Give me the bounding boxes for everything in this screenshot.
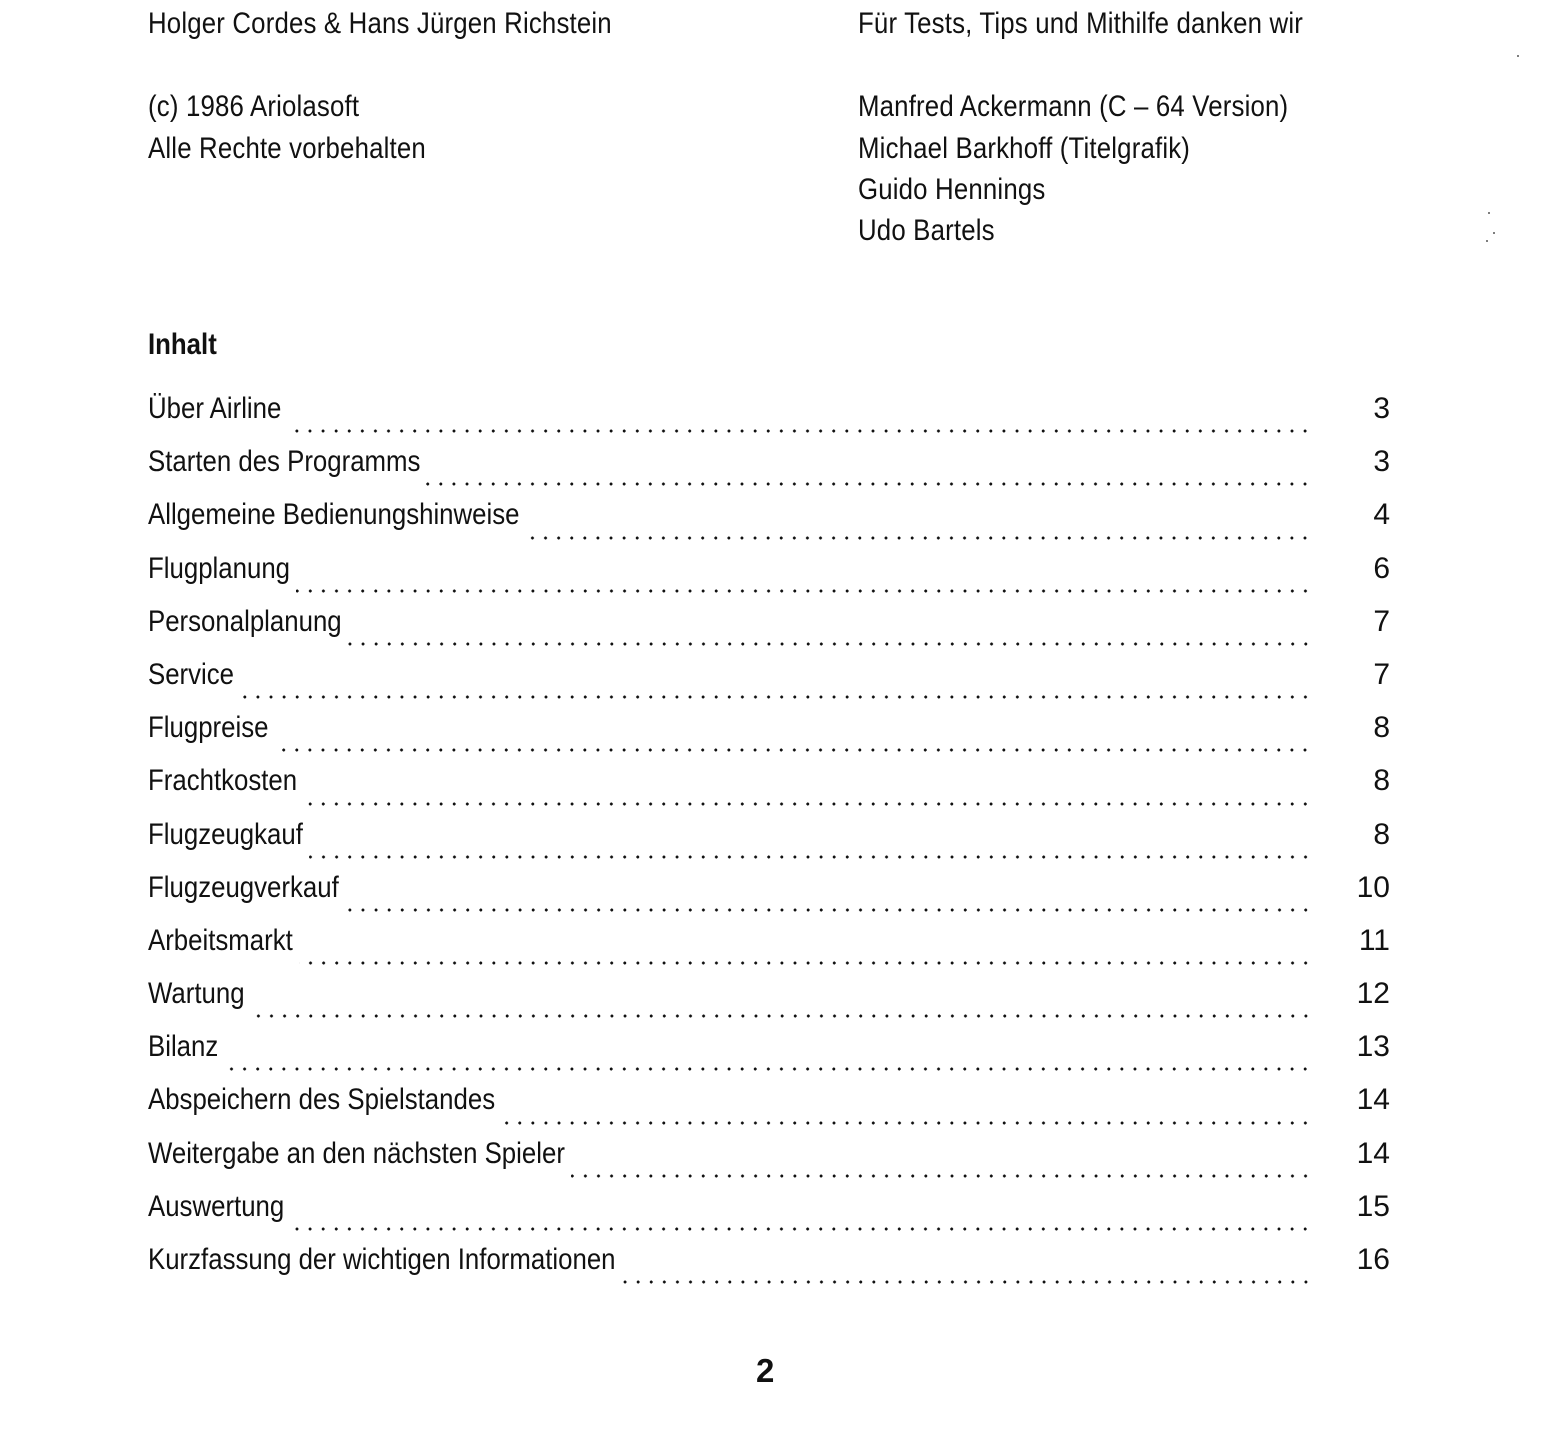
- toc-entry-title: Abspeichern des Spielstandes: [148, 1083, 496, 1117]
- toc-entry: [148, 1242, 1398, 1295]
- toc-entry-title-wrap: [148, 657, 234, 693]
- scan-speck: [1517, 55, 1519, 57]
- toc-entry-title-wrap: [148, 870, 339, 906]
- toc-entry-title: Flugzeugkauf: [148, 817, 303, 851]
- toc-entry-title-wrap: [148, 763, 297, 799]
- toc-entry-title: Über Airline: [148, 392, 282, 425]
- toc-dot-leader: [622, 1279, 1312, 1285]
- toc-entry: [148, 657, 1398, 710]
- toc-entry-page: 3: [1373, 392, 1390, 425]
- toc-entry-title-wrap: [148, 1189, 284, 1225]
- scan-speck: [1488, 212, 1490, 214]
- toc-entry-page: 10: [1356, 870, 1390, 904]
- toc-entry-page: 6: [1373, 551, 1390, 585]
- toc-heading: Inhalt: [148, 328, 217, 361]
- toc-entry-title: Weitergabe an den nächsten Spieler: [148, 1136, 565, 1170]
- toc-entry-title: Auswertung: [148, 1189, 285, 1223]
- toc-entry-title: Personalplanung: [148, 604, 342, 638]
- toc-entry: [148, 1029, 1398, 1082]
- toc-entry-title-wrap: [148, 604, 342, 640]
- toc-dot-leader: [274, 747, 1312, 753]
- thanks-name: Manfred Ackermann (C – 64 Version): [858, 90, 1289, 123]
- toc-dot-leader: [571, 1173, 1312, 1179]
- toc-entry-title-wrap: [148, 1242, 616, 1278]
- toc-entry-title: Flugzeugverkauf: [148, 870, 339, 904]
- toc-entry-title-wrap: [148, 444, 420, 480]
- toc-entry-page: 7: [1373, 604, 1390, 638]
- toc-dot-leader: [309, 854, 1312, 860]
- page-number: 2: [756, 1352, 775, 1389]
- thanks-name: Guido Hennings: [858, 173, 1046, 206]
- toc-entry-page: 8: [1373, 817, 1390, 851]
- toc-entry-title: Wartung: [148, 977, 245, 1011]
- toc-entry-title: Allgemeine Bedienungshinweise: [148, 498, 520, 532]
- toc-entry: [148, 923, 1398, 976]
- toc-entry-title-wrap: [148, 976, 245, 1012]
- thanks-intro: Für Tests, Tips und Mithilfe danken wir: [858, 7, 1304, 40]
- toc-entry-page: 11: [1358, 923, 1390, 957]
- toc-dot-leader: [303, 801, 1312, 807]
- toc-entry: [148, 1082, 1398, 1135]
- rights-line: Alle Rechte vorbehalten: [148, 132, 426, 165]
- toc-entry: [148, 870, 1398, 923]
- toc-entry-title-wrap: [148, 391, 281, 427]
- toc-entry-title-wrap: [148, 551, 290, 587]
- toc-entry-title: Flugpreise: [148, 711, 269, 745]
- toc-dot-leader: [345, 907, 1312, 913]
- toc-entry: [148, 817, 1398, 870]
- toc-entry-page: 15: [1356, 1189, 1390, 1223]
- toc-entry: [148, 444, 1398, 497]
- toc-entry-page: 13: [1356, 1030, 1390, 1064]
- toc-entry-title: Arbeitsmarkt: [148, 923, 293, 957]
- toc-entry-page: 3: [1373, 445, 1390, 479]
- toc-entry-title-wrap: [148, 923, 293, 959]
- toc-entry: [148, 604, 1398, 657]
- toc-dot-leader: [240, 694, 1312, 700]
- toc-dot-leader: [348, 641, 1312, 647]
- authors-line: Holger Cordes & Hans Jürgen Richstein: [148, 7, 612, 40]
- toc-dot-leader: [426, 481, 1312, 487]
- toc-entry-page: 4: [1373, 498, 1390, 532]
- toc-entry-title: Starten des Programms: [148, 445, 421, 479]
- toc-dot-leader: [290, 1226, 1312, 1232]
- toc-entry-title-wrap: [148, 817, 303, 853]
- toc-dot-leader: [251, 1013, 1312, 1019]
- toc-entry-page: 7: [1373, 657, 1390, 691]
- toc-entry-page: 8: [1373, 711, 1390, 745]
- toc-entry-page: 12: [1356, 977, 1390, 1011]
- toc-entry: [148, 1136, 1398, 1189]
- toc-entry-page: 14: [1356, 1083, 1390, 1117]
- thanks-name: Udo Bartels: [858, 214, 995, 247]
- toc-entry-title: Kurzfassung der wichtigen Informationen: [148, 1243, 616, 1276]
- toc-entry-page: 8: [1373, 764, 1390, 798]
- toc-entry: [148, 763, 1398, 816]
- toc-entry: [148, 497, 1398, 550]
- toc-entry-title-wrap: [148, 1029, 218, 1065]
- toc-entry-title: Service: [148, 657, 235, 691]
- toc-dot-leader: [224, 1066, 1312, 1072]
- toc-entry: [148, 551, 1398, 604]
- toc-dot-leader: [287, 428, 1312, 434]
- toc-dot-leader: [296, 588, 1312, 594]
- toc-entry-title-wrap: [148, 710, 268, 746]
- table-of-contents: [148, 391, 1398, 1295]
- toc-entry-title-wrap: [148, 497, 519, 533]
- toc-entry: [148, 391, 1398, 444]
- scan-speck: [1486, 240, 1488, 242]
- toc-entry: [148, 710, 1398, 763]
- toc-entry-page: 14: [1356, 1136, 1390, 1170]
- toc-entry: [148, 976, 1398, 1029]
- toc-entry: [148, 1189, 1398, 1242]
- toc-entry-page: 16: [1356, 1243, 1390, 1276]
- toc-entry-title: Flugplanung: [148, 551, 291, 585]
- toc-entry-title-wrap: [148, 1136, 565, 1172]
- copyright-line: (c) 1986 Ariolasoft: [148, 90, 360, 123]
- toc-entry-title: Bilanz: [148, 1030, 219, 1064]
- toc-entry-title: Frachtkosten: [148, 764, 298, 798]
- thanks-name: Michael Barkhoff (Titelgrafik): [858, 132, 1191, 165]
- scan-speck: [1493, 232, 1495, 234]
- toc-dot-leader: [299, 960, 1312, 966]
- toc-dot-leader: [501, 1120, 1312, 1126]
- toc-entry-title-wrap: [148, 1082, 495, 1118]
- toc-dot-leader: [525, 535, 1312, 541]
